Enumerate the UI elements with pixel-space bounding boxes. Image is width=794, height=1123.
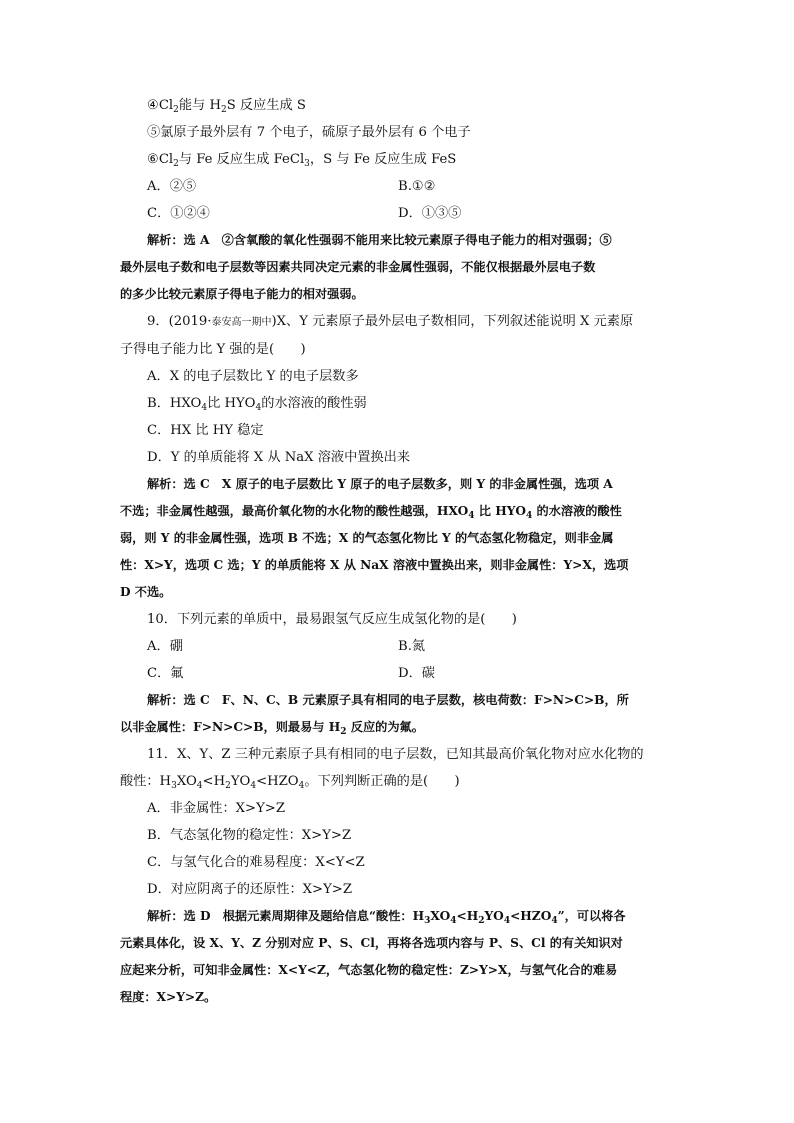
option-a: A．硼 [147, 639, 183, 654]
option-row [120, 200, 680, 227]
analysis-line: 元素具体化，设 X、Y、Z 分别对应 P、S、Cl，再将各选项内容与 P、S、Cl 的有关知识对 [120, 936, 623, 950]
option-c: C．与氢气化合的难易程度：X<Y<Z [147, 855, 365, 870]
statement-5: ⑤氯原子最外层有 7 个电子，硫原子最外层有 6 个电子 [147, 125, 471, 140]
question-9-stem: 9．(2019·泰安高一期中)X、Y 元素原子最外层电子数相同，下列叙述能说明 X 元素原 [147, 314, 634, 329]
option-row [120, 173, 680, 200]
option-a: A．X 的电子层数比 Y 的电子层数多 [147, 369, 359, 384]
analysis-line: 的多少比较元素原子得电子能力的相对强弱。 [120, 287, 364, 301]
option-row [120, 660, 680, 687]
analysis-line: 解析：选 A ②含氧酸的氧化性强弱不能用来比较元素原子得电子能力的相对强弱；⑤ [147, 233, 612, 247]
analysis-line: 弱，则 Y 的非金属性强，选项 B 不选；X 的气态氢化物比 Y 的气态氢化物稳定，则非金属 [120, 531, 614, 545]
option-d: D．对应阴离子的还原性：X>Y>Z [147, 882, 352, 897]
option-b: B．$HXO_4$比 $HYO_4$的水溶液的酸性弱 [147, 396, 367, 413]
analysis-line: 性：X>Y，选项 C 选；Y 的单质能将 X 从 NaX 溶液中置换出来，则非金属性：Y>X，选项 [120, 558, 629, 572]
analysis-line: 以非金属性：F>N>C>B，则最易与 $H_2$ 反应的为氟。 [120, 720, 424, 737]
option-a: A．②⑤ [147, 179, 197, 194]
document-page [120, 92, 680, 1011]
analysis-line: 应起来分析，可知非金属性：X<Y<Z，气态氢化物的稳定性：Z>Y>X，与氢气化合的难易 [120, 963, 618, 977]
option-b: B.氮 [398, 639, 426, 654]
analysis-line: 最外层电子数和电子层数等因素共同决定元素的非金属性强弱，不能仅根据最外层电子数 [120, 260, 596, 274]
option-d: D．①③⑤ [398, 206, 462, 221]
analysis-line: 解析：选 D 根据元素周期律及题给信息“酸性：$H_3XO_4<H_2YO_4<HZO_4$”，可以将各 [147, 909, 626, 926]
option-b: B．气态氢化物的稳定性：X>Y>Z [147, 828, 352, 843]
option-a: A．非金属性：X>Y>Z [147, 801, 286, 816]
analysis-line: D 不选。 [120, 585, 172, 599]
analysis-line: 解析：选 C F、N、C、B 元素原子具有相同的电子层数，核电荷数：F>N>C>B，所 [147, 693, 629, 707]
option-row [120, 633, 680, 660]
statement-4: $④Cl_2$能与 $H_2S$ 反应生成 S [147, 98, 306, 115]
analysis-line: 不选；非金属性越强，最高价氧化物的水化物的酸性越强，$HXO_4$ 比 $HYO_4$ 的水溶液的酸性 [120, 504, 622, 521]
question-11-stem-cont: 酸性：$H_3XO_4<H_2YO_4<HZO_4$。下列判断正确的是( ) [120, 774, 460, 791]
analysis-line: 解析：选 C X 原子的电子层数比 Y 原子的电子层数多，则 Y 的非金属性强，选项 A [147, 477, 613, 491]
option-c: C．氟 [147, 666, 184, 681]
source-tag: 泰安高一期中 [211, 317, 272, 328]
analysis-line: 程度：X>Y>Z。 [120, 990, 217, 1004]
question-11-stem: 11．X、Y、Z 三种元素原子具有相同的电子层数，已知其最高价氧化物对应水化物的 [147, 747, 644, 762]
option-d: D．碳 [398, 666, 435, 681]
statement-6: $⑥Cl_2$与 Fe 反应生成 FeCl$_3$，S 与 Fe 反应生成 FeS [147, 152, 457, 169]
option-d: D．Y 的单质能将 X 从 NaX 溶液中置换出来 [147, 450, 411, 465]
option-c: C．HX 比 HY 稳定 [147, 423, 264, 438]
option-b: B.①② [398, 179, 436, 194]
option-c: C．①②④ [147, 206, 210, 221]
question-10-stem: 10．下列元素的单质中，最易跟氢气反应生成氢化物的是( ) [147, 612, 517, 627]
question-9-stem-cont: 子得电子能力比 Y 强的是( ) [120, 342, 306, 357]
